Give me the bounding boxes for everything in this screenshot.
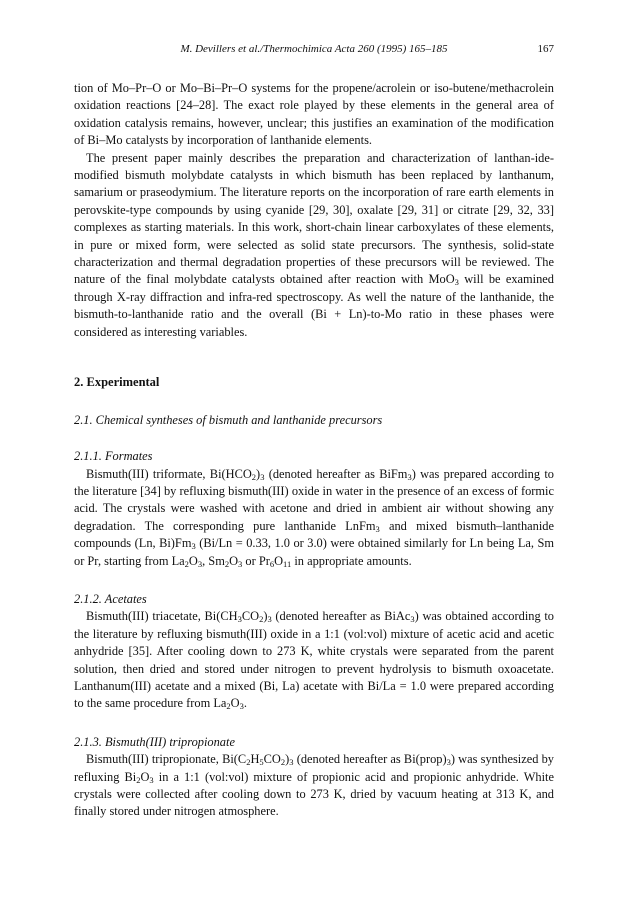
intro-paragraph-continued: tion of Mo–Pr–O or Mo–Bi–Pr–O systems for the propene/acrolein or iso-butene/methacrolein oxidation reactions [24–28]. The exact role played by these elements in the general area of oxidation catalysis remains, however, unclear; this justifies an examination of the modification of Bi–Mo catalysts by incorporation of lanthanide elements.	[74, 81, 554, 148]
subsection-heading-chemical-syntheses: 2.1. Chemical syntheses of bismuth and lanthanide precursors	[74, 413, 383, 428]
article-body	[74, 80, 554, 821]
journal-page	[74, 40, 554, 821]
subsubsection-heading-tripropionate: 2.1.3. Bismuth(III) tripropionate	[74, 734, 235, 749]
section-heading-experimental: 2. Experimental	[74, 375, 160, 390]
intro-paragraph-scope: The present paper mainly describes the preparation and characterization of lanthan-ide-modified bismuth molybdate catalysts in which bismuth has been replaced by lanthanum, samarium or praseodymium. The literature reports on the incorporation of rare earth elements in perovskite-type compounds by using cyanide [29, 30], oxalate [29, 31] or citrate [29, 32, 33] complexes as starting materials. In this work, short-chain linear carboxylates of these elements, in pure or mixed form, were selected as solid state precursors. The synthesis, solid-state characterization and thermal degradation properties of these precursors will be reviewed. The nature of the final molybdate catalysts obtained after reaction with MoO$_3$ will be examined through X-ray diffraction and infra-red spectroscopy. As well the nature of the lanthanide, the bismuth-to-lanthanide ratio and the overall (Bi + Ln)-to-Mo ratio in these phases were considered as interesting variables.	[74, 150, 554, 339]
page-number: 167	[537, 43, 554, 55]
acetates-paragraph: Bismuth(III) triacetate, $Bi(CH_3CO_2)_3$ (denoted hereafter as BiAc$_3$) was obtained according to the literature by refluxing bismuth(III) oxide in a 1:1 (vol:vol) mixture of acetic acid and acetic anhydride [35]. After cooling down to 273 K, white crystals were separated from the parent solution, then dried and stored under nitrogen to prevent hydrolysis to bismuth oxoacetate. Lanthanum(III) acetate and a mixed (Bi, La) acetate with Bi/La = 1.0 were prepared according to the same procedure from $La_2O_3$.	[74, 609, 554, 712]
running-head	[74, 40, 554, 58]
propionate-paragraph: Bismuth(III) tripropionate, $Bi(C_2H_5CO_2)_3$ (denoted hereafter as $Bi(prop)_3$) was synthesized by refluxing $Bi_2O_3$ in a 1:1 (vol:vol) mixture of propionic acid and propionic anhydride. White crystals were collected after cooling down to 273 K, dried by vacuum heating at 313 K, and finally stored under nitrogen atmosphere.	[74, 752, 555, 819]
subsubsection-heading-formates: 2.1.1. Formates	[74, 449, 153, 464]
formates-paragraph: Bismuth(III) triformate, $Bi(HCO_2)_3$ (denoted hereafter as BiFm$_3$) was prepared according to the literature [34] by refluxing bismuth(III) oxide in water in the presence of an excess of formic acid. The crystals were washed with acetone and dried in ambient air without showing any degradation. The corresponding pure lanthanide LnFm$_3$ and mixed bismuth–lanthanide compounds (Ln, $Bi)Fm_3$ (Bi/Ln = 0.33, 1.0 or 3.0) were obtained similarly for Ln being La, Sm or Pr, starting from $La_2O_3$, $Sm_2O_3$ or $Pr_6O_{11}$ in appropriate amounts.	[74, 466, 554, 569]
subsubsection-heading-acetates: 2.1.2. Acetates	[74, 591, 147, 606]
journal-citation: M. Devillers et al./Thermochimica Acta 260 (1995) 165–185	[180, 43, 448, 55]
